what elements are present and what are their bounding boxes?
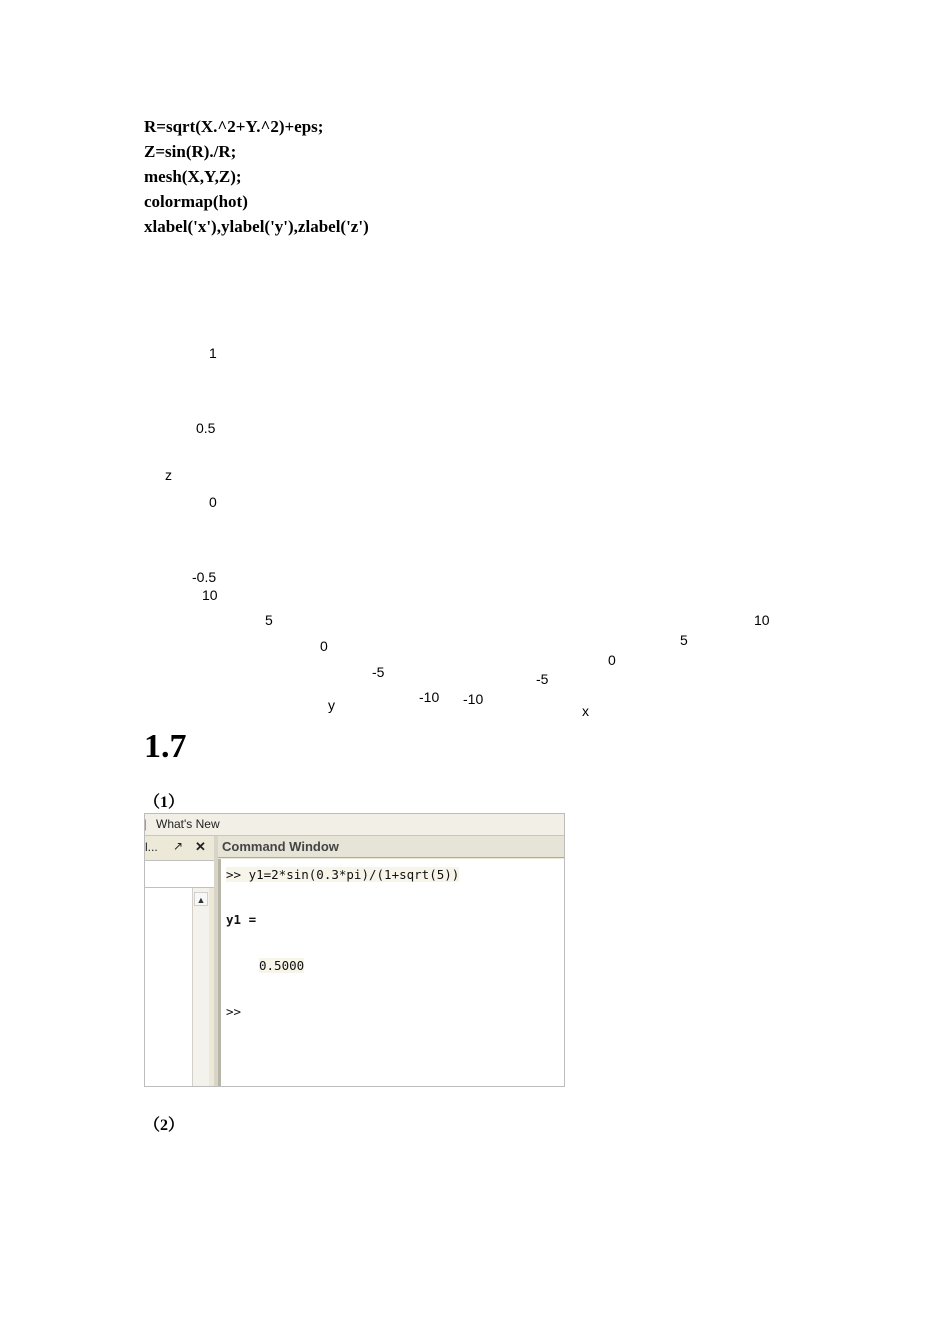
command-window-body[interactable]: [218, 859, 564, 1086]
left-pane-title-text: l...: [145, 840, 158, 854]
scroll-up-icon[interactable]: ▲: [194, 892, 208, 906]
undock-icon[interactable]: ↗: [173, 839, 184, 853]
code-line: xlabel('x'),ylabel('y'),zlabel('z'): [144, 217, 369, 236]
y-axis-label: y: [328, 697, 335, 713]
z-tick-label: 1: [209, 345, 217, 361]
y-tick-label: -10: [419, 689, 440, 705]
x-tick-label: 10: [754, 612, 770, 628]
code-line: mesh(X,Y,Z);: [144, 167, 242, 186]
matlab-screenshot: [144, 813, 565, 1087]
code-block: [144, 114, 369, 239]
command-window-title: Command Window: [218, 836, 564, 858]
z-tick-label: 0: [209, 494, 217, 510]
y-tick-label: 10: [202, 587, 218, 603]
left-pane-toolbar: [145, 860, 214, 888]
part-label: （1）: [144, 794, 185, 811]
left-pane: [145, 836, 214, 1086]
result-name: y1 =: [226, 912, 257, 927]
x-tick-label: -10: [463, 691, 484, 707]
scrollbar[interactable]: [192, 888, 209, 1086]
x-tick-label: -5: [536, 671, 549, 687]
y-tick-label: -5: [372, 664, 385, 680]
code-line: Z=sin(R)./R;: [144, 142, 237, 161]
z-axis-label: z: [165, 467, 172, 483]
command-window: [218, 836, 564, 1086]
y-tick-label: 0: [320, 638, 328, 654]
tab-whats-new[interactable]: What's New: [156, 817, 220, 831]
code-line: colormap(hot): [144, 192, 248, 211]
help-icon: [144, 814, 146, 834]
command-prompt[interactable]: >>: [226, 1004, 242, 1019]
z-tick-label: 0.5: [196, 420, 216, 436]
z-tick-label: -0.5: [192, 569, 217, 585]
tab-bar: [145, 814, 564, 836]
left-pane-list: [145, 888, 192, 1086]
x-axis-label: x: [582, 703, 589, 719]
x-tick-label: 0: [608, 652, 616, 668]
left-pane-title: [145, 836, 214, 858]
y-tick-label: 5: [265, 612, 273, 628]
result-value: 0.5000: [259, 958, 305, 973]
code-line: R=sqrt(X.^2+Y.^2)+eps;: [144, 117, 324, 136]
section-heading: 1.7: [144, 728, 187, 765]
part-label: （2）: [144, 1117, 185, 1134]
close-icon[interactable]: ✕: [195, 839, 206, 854]
command-input-line: >> y1=2*sin(0.3*pi)/(1+sqrt(5)): [226, 867, 460, 882]
x-tick-label: 5: [680, 632, 688, 648]
